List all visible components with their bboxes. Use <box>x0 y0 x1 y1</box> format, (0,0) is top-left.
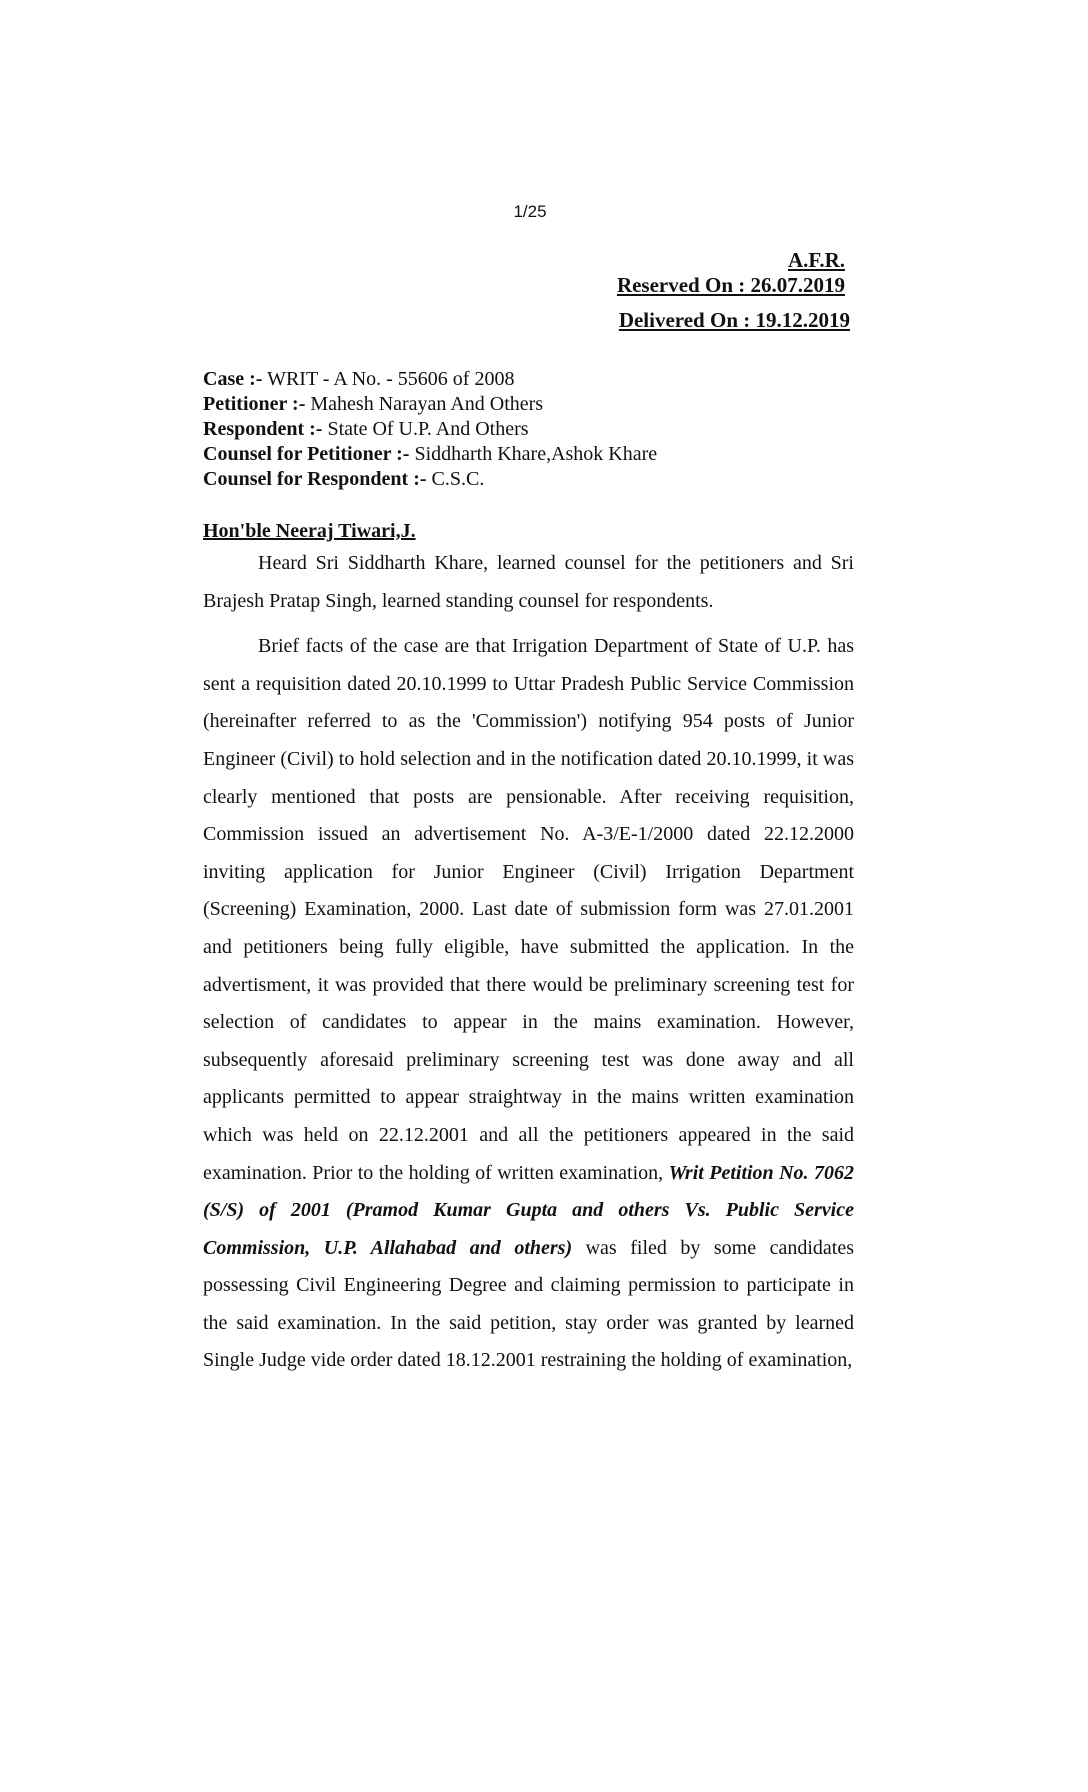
case-label: Case :- <box>203 368 263 390</box>
counsel-petitioner-row <box>203 442 657 467</box>
case-number-row <box>203 367 657 392</box>
brief-facts-text: Brief facts of the case are that Irrigation Department of State of U.P. has sent a requisition dated 20.10.1999 to Uttar Pradesh Public Service Commission (hereinafter referred to as the 'Commission') notifying 954 posts of Junior Engineer (Civil) to hold selection and in the notification dated 20.10.1999, it was clearly mentioned that posts are pensionable. After receiving requisition, Commission issued an advertisement No. A-3/E-1/2000 dated 22.12.2000 inviting application for Junior Engineer (Civil) Irrigation Department (Screening) Examination, 2000. Last date of submission form was 27.01.2001 and petitioners being fully eligible, have submitted the application. In the advertisment, it was provided that there would be preliminary screening test for selection of candidates to appear in the mains examination. However, subsequently aforesaid preliminary screening test was done away and all applicants permitted to appear straightway in the mains written examination which was held on 22.12.2001 and all the petitioners appeared in the said examination. Prior to the holding of written examination, <box>203 635 854 1184</box>
respondent-value: State Of U.P. And Others <box>322 418 529 440</box>
page-number: 1/25 <box>513 202 547 221</box>
petitioner-row <box>203 392 657 417</box>
reserved-on-date: Reserved On : 26.07.2019 <box>616 273 845 297</box>
petitioner-label: Petitioner :- <box>203 393 306 415</box>
paragraph-heard: Heard Sri Siddharth Khare, learned counsel for the petitioners and Sri Brajesh Pratap Singh, learned standing counsel for respondents. <box>203 552 854 612</box>
counsel-respondent-value: C.S.C. <box>426 468 485 490</box>
case-details <box>203 367 657 492</box>
case-value: WRIT - A No. - 55606 of 2008 <box>262 368 515 390</box>
counsel-respondent-label: Counsel for Respondent :- <box>203 468 427 490</box>
delivered-on-date: Delivered On : 19.12.2019 <box>618 308 850 332</box>
case-citation: Writ Petition No. 7062 (S/S) of 2001 (Pramod Kumar Gupta and others Vs. Public Service Commission, U.P. Allahabad and others) <box>203 1161 854 1259</box>
counsel-petitioner-label: Counsel for Petitioner :- <box>203 443 410 465</box>
judgment-body <box>203 545 854 1380</box>
paragraph-brief-facts <box>203 628 854 1380</box>
petitioner-value: Mahesh Narayan And Others <box>305 393 544 415</box>
respondent-label: Respondent :- <box>203 418 323 440</box>
afr-label: A.F.R. <box>788 248 845 272</box>
counsel-petitioner-value: Siddharth Khare,Ashok Khare <box>409 443 658 465</box>
brief-facts-continued: was filed by some candidates possessing Civil Engineering Degree and claiming permission to participate in the said examination. In the said petition, stay order was granted by learned Single Judge vide order dated 18.12.2001 restraining the holding of examination, <box>203 1236 855 1372</box>
respondent-row <box>203 417 657 442</box>
judge-name: Hon'ble Neeraj Tiwari,J. <box>203 520 416 542</box>
counsel-respondent-row <box>203 467 657 492</box>
